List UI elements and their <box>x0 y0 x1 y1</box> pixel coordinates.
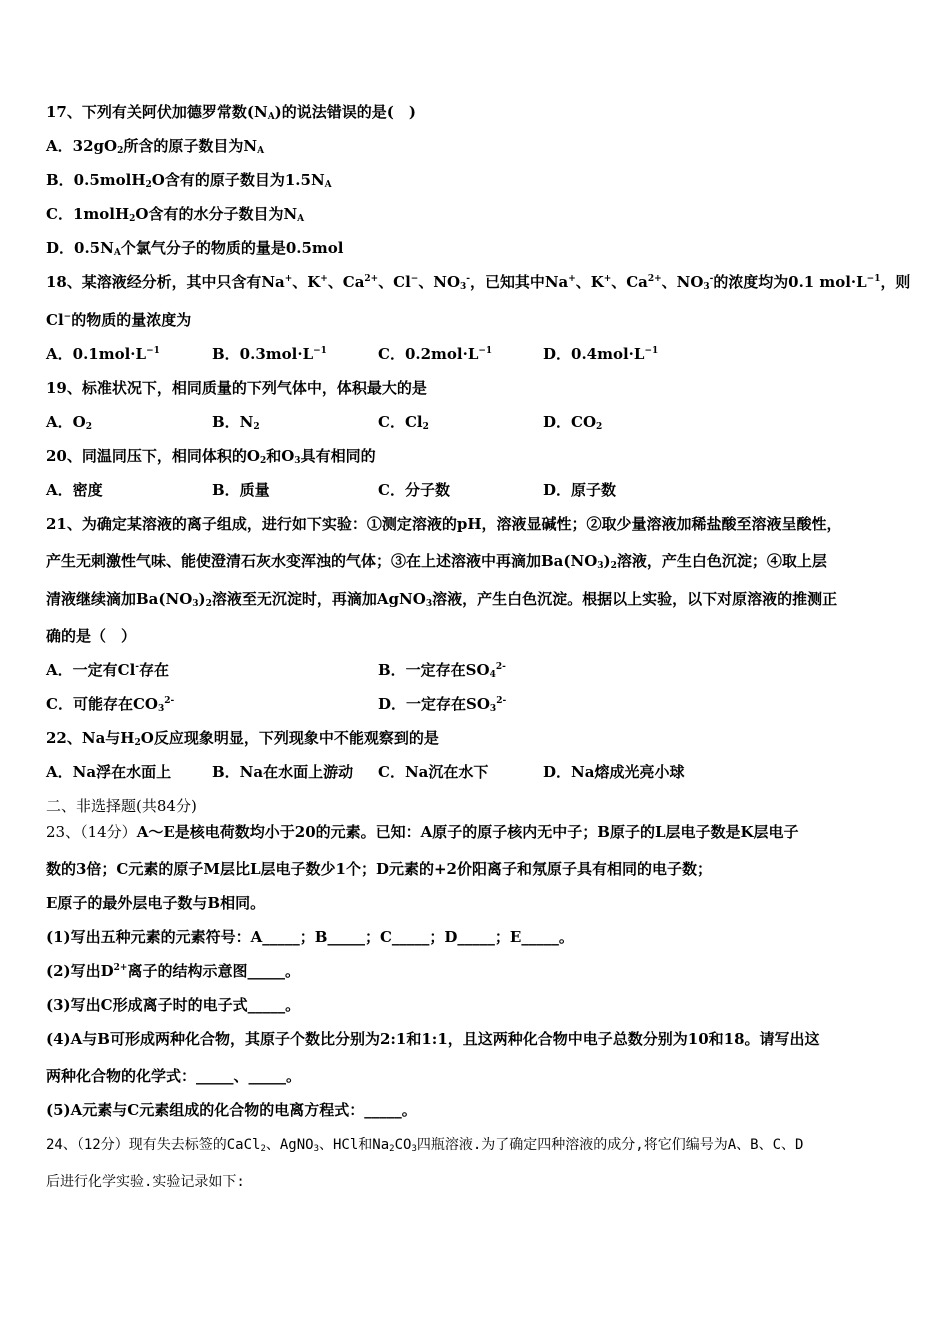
option-text: O含有的水分子数目为N <box>135 205 298 223</box>
option-text: 存在 <box>139 661 170 679</box>
subscript: 3 <box>597 561 604 571</box>
q18-option-c <box>378 344 492 364</box>
stem-text: 18、某溶液经分析，其中只含有Na <box>46 273 285 291</box>
ion-symbol: Cl <box>46 311 64 329</box>
subscript: 3 <box>157 704 165 714</box>
subscript: A <box>297 214 305 224</box>
stem-text: ) <box>198 590 206 608</box>
subscript: 3 <box>411 1144 417 1154</box>
stem-text: 的浓度均为0.1 mol·L <box>713 273 867 291</box>
subscript: 2 <box>610 561 617 571</box>
stem-text: A～E是核电荷数均小于20的元素。已知：A原子的原子核内无中子；B原子的L层电子数是K层电子 <box>136 823 799 841</box>
q20-option-c <box>378 480 450 500</box>
subscript: 3 <box>703 282 710 292</box>
separator: 、 <box>418 273 434 291</box>
q22-option-b <box>212 762 353 782</box>
subscript: 3 <box>313 1144 319 1154</box>
option-text: A．32gO <box>46 137 118 155</box>
stem-text: ，已知其中Na <box>470 273 569 291</box>
q17-option-c <box>46 204 304 224</box>
q22-stem <box>46 728 439 748</box>
superscript: 2+ <box>113 963 128 973</box>
ion-symbol: K <box>307 273 321 291</box>
part-text: (4)A与B可形成两种化合物，其原子个数比分别为2:1和1:1，且这两种化合物中电子总数分别为10和18。请写出这 <box>46 1030 820 1048</box>
option-text: C．Cl <box>378 413 423 431</box>
q22-option-a <box>46 762 171 782</box>
q20-option-b <box>212 480 270 500</box>
option-text: D．CO <box>543 413 597 431</box>
q21-option-d <box>378 694 506 714</box>
subscript: 2 <box>253 422 260 432</box>
superscript: − <box>410 274 419 284</box>
q17-stem-text: 17、下列有关阿伏加德罗常数(N <box>46 103 268 121</box>
q18-option-a <box>46 344 160 364</box>
subscript: 2 <box>85 422 92 432</box>
option-text: A．Na浮在水面上 <box>46 763 172 781</box>
option-text: B．一定存在SO <box>378 661 490 679</box>
q18-stem-line2 <box>46 310 191 330</box>
subscript: 2 <box>145 180 152 190</box>
q19-option-b <box>212 412 260 432</box>
stem-text: 具有相同的 <box>300 447 376 465</box>
q21-option-b <box>378 660 506 680</box>
subscript: A <box>324 180 332 190</box>
stem-text: 溶液，产生白色沉淀；④取上层 <box>616 552 827 570</box>
q18-option-b <box>212 344 327 364</box>
stem-text: E原子的最外层电子数与B相同。 <box>46 894 266 912</box>
q21-stem-line4 <box>46 626 136 646</box>
subscript: 2 <box>260 1144 266 1154</box>
q21-option-a <box>46 660 169 680</box>
stem-text: 溶液至无沉淀时，再滴加AgNO <box>211 590 426 608</box>
stem-text: 后进行化学实验.实验记录如下: <box>46 1174 245 1190</box>
option-text: A．密度 <box>46 481 103 499</box>
q24-stem-line1 <box>46 1135 803 1155</box>
q24-stem-line2 <box>46 1172 245 1192</box>
section-heading: 二、非选择题(共84分) <box>46 797 197 815</box>
superscript: + <box>568 274 576 284</box>
subscript: 2 <box>117 146 124 156</box>
subscript: 2 <box>389 1144 395 1154</box>
stem-text: 四瓶溶液.为了确定四种溶液的成分,将它们编号为A、B、C、D <box>416 1137 804 1153</box>
option-text: C．0.2mol·L <box>378 345 479 363</box>
subscript: 2 <box>205 599 212 609</box>
stem-text: 确的是（ ） <box>46 627 137 645</box>
q23-part5 <box>46 1100 417 1120</box>
stem-text: 21、为确定某溶液的离子组成，进行如下实验：①测定溶液的pH，溶液显碱性；②取少量溶液加稀盐酸至溶液呈酸性， <box>46 515 842 533</box>
ion-symbol: NO <box>676 273 704 291</box>
q19-option-c <box>378 412 429 432</box>
option-text: B．0.3mol·L <box>212 345 314 363</box>
subscript: 2 <box>134 738 141 748</box>
question-number: 23、（14分） <box>46 823 137 841</box>
subscript: 3 <box>192 599 199 609</box>
q23-stem-line2 <box>46 859 712 879</box>
q17-option-b <box>46 170 332 190</box>
separator: 、 <box>378 273 394 291</box>
part-text: 离子的结构示意图_____。 <box>127 962 300 980</box>
subscript: 2 <box>129 214 136 224</box>
stem-text: 、AgNO <box>265 1137 314 1153</box>
separator: 、 <box>575 273 591 291</box>
option-text: D．一定存在SO <box>378 695 490 713</box>
stem-text: 和O <box>266 447 295 465</box>
subscript: 2 <box>596 422 603 432</box>
q21-stem-line2 <box>46 551 827 571</box>
subscript: 3 <box>425 599 433 609</box>
option-text: 个氯气分子的物质的量是0.5mol <box>120 239 344 257</box>
q18-stem-line1 <box>46 272 910 292</box>
superscript: −1 <box>644 346 659 356</box>
separator: 、 <box>661 273 677 291</box>
superscript: 2- <box>495 662 506 672</box>
part-text: (3)写出C形成离子时的电子式_____。 <box>46 996 301 1014</box>
stem-text: 、HCl和Na <box>319 1137 390 1153</box>
superscript: −1 <box>478 346 493 356</box>
option-text: D．原子数 <box>543 481 617 499</box>
stem-text: CO <box>394 1137 412 1153</box>
q22-option-d <box>543 762 684 782</box>
superscript: + <box>320 274 328 284</box>
stem-text: 20、同温同压下，相同体积的O <box>46 447 260 465</box>
q23-part4-line1 <box>46 1029 820 1049</box>
q20-option-d <box>543 480 616 500</box>
superscript: 2+ <box>364 274 379 284</box>
q17-option-d <box>46 238 344 258</box>
subscript: A <box>267 112 275 122</box>
subscript: 3 <box>294 456 301 466</box>
superscript: −1 <box>313 346 327 356</box>
superscript: −1 <box>146 346 160 356</box>
stem-text: 的物质的量浓度为 <box>71 311 192 329</box>
subscript: A <box>257 146 265 156</box>
option-text: B．N <box>212 413 254 431</box>
option-text: B．质量 <box>212 481 270 499</box>
separator: 、 <box>327 273 343 291</box>
superscript: − <box>63 312 72 322</box>
part-text: (5)A元素与C元素组成的化合物的电离方程式：_____。 <box>46 1101 417 1119</box>
option-text: C．Na沉在水下 <box>378 763 489 781</box>
stem-text: 22、Na与H <box>46 729 135 747</box>
subscript: 3 <box>489 704 497 714</box>
q17-stem <box>46 102 416 122</box>
ion-symbol: Ca <box>342 273 365 291</box>
superscript: - <box>135 662 140 672</box>
subscript: 2 <box>259 456 267 466</box>
superscript: + <box>284 274 293 284</box>
option-text: C．分子数 <box>378 481 450 499</box>
q17-option-a <box>46 136 264 156</box>
superscript: - <box>709 274 714 284</box>
option-text: 所含的原子数目为N <box>123 137 258 155</box>
option-text: A．一定有Cl <box>46 661 136 679</box>
subscript: 2 <box>422 422 429 432</box>
option-text: B．0.5molH <box>46 171 146 189</box>
stem-text: 数的3倍；C元素的原子M层比L层电子数少1个；D元素的+2价阳离子和氖原子具有相同的电子数； <box>46 860 712 878</box>
stem-text: ，则 <box>880 273 911 291</box>
option-text: C．1molH <box>46 205 130 223</box>
q23-stem-line3 <box>46 893 265 913</box>
option-text: A．0.1mol·L <box>46 345 147 363</box>
stem-text: 产生无刺激性气味、能使澄清石灰水变浑浊的气体；③在上述溶液中再滴加Ba(NO <box>46 552 598 570</box>
q19-option-d <box>543 412 602 432</box>
superscript: 2- <box>496 696 507 706</box>
stem-text: 溶液，产生白色沉淀。根据以上实验，以下对原溶液的推测正 <box>432 590 838 608</box>
option-text: O含有的原子数目为1.5N <box>151 171 325 189</box>
q19-option-a <box>46 412 92 432</box>
separator: 、 <box>292 273 308 291</box>
ion-symbol: K <box>590 273 604 291</box>
q21-stem-line3 <box>46 589 837 609</box>
q23-part2 <box>46 961 300 981</box>
q23-part4-line2 <box>46 1066 301 1086</box>
subscript: 3 <box>460 282 467 292</box>
stem-text: ) <box>603 552 611 570</box>
q23-part1 <box>46 927 574 947</box>
q18-option-d <box>543 344 658 364</box>
option-text: D．0.4mol·L <box>543 345 645 363</box>
part-text: (1)写出五种元素的元素符号：A_____；B_____；C_____；D_____；E_____。 <box>46 928 574 946</box>
option-text: A．O <box>46 413 86 431</box>
stem-text: 清液继续滴加Ba(NO <box>46 590 193 608</box>
q17-stem-text-end: )的说法错误的是( ) <box>274 103 416 121</box>
option-text: D．0.5N <box>46 239 114 257</box>
separator: 、 <box>611 273 627 291</box>
q22-option-c <box>378 762 488 782</box>
q21-stem-line1 <box>46 514 842 534</box>
q20-stem <box>46 446 376 466</box>
superscript: 2+ <box>647 274 662 284</box>
subscript: 4 <box>489 670 496 680</box>
ion-symbol: NO <box>433 273 461 291</box>
q23-part3 <box>46 995 300 1015</box>
option-text: B．Na在水面上游动 <box>212 763 354 781</box>
stem-text: 24、（12分）现有失去标签的CaCl <box>46 1137 261 1153</box>
superscript: −1 <box>866 274 881 284</box>
part-text: 两种化合物的化学式：_____、_____。 <box>46 1067 302 1085</box>
superscript: - <box>466 274 471 284</box>
q21-option-c <box>46 694 174 714</box>
q19-stem <box>46 378 427 398</box>
option-text: D．Na熔成光亮小球 <box>543 763 685 781</box>
subscript: A <box>113 248 121 258</box>
superscript: + <box>603 274 612 284</box>
ion-symbol: Ca <box>626 273 648 291</box>
superscript: 2- <box>164 696 175 706</box>
part-text: (2)写出D <box>46 962 114 980</box>
stem-text: O反应现象明显，下列现象中不能观察到的是 <box>140 729 439 747</box>
option-text: C．可能存在CO <box>46 695 158 713</box>
q20-option-a <box>46 480 103 500</box>
q23-stem-line1 <box>46 822 799 842</box>
stem-text: 19、标准状况下，相同质量的下列气体中，体积最大的是 <box>46 379 427 397</box>
ion-symbol: Cl <box>393 273 411 291</box>
